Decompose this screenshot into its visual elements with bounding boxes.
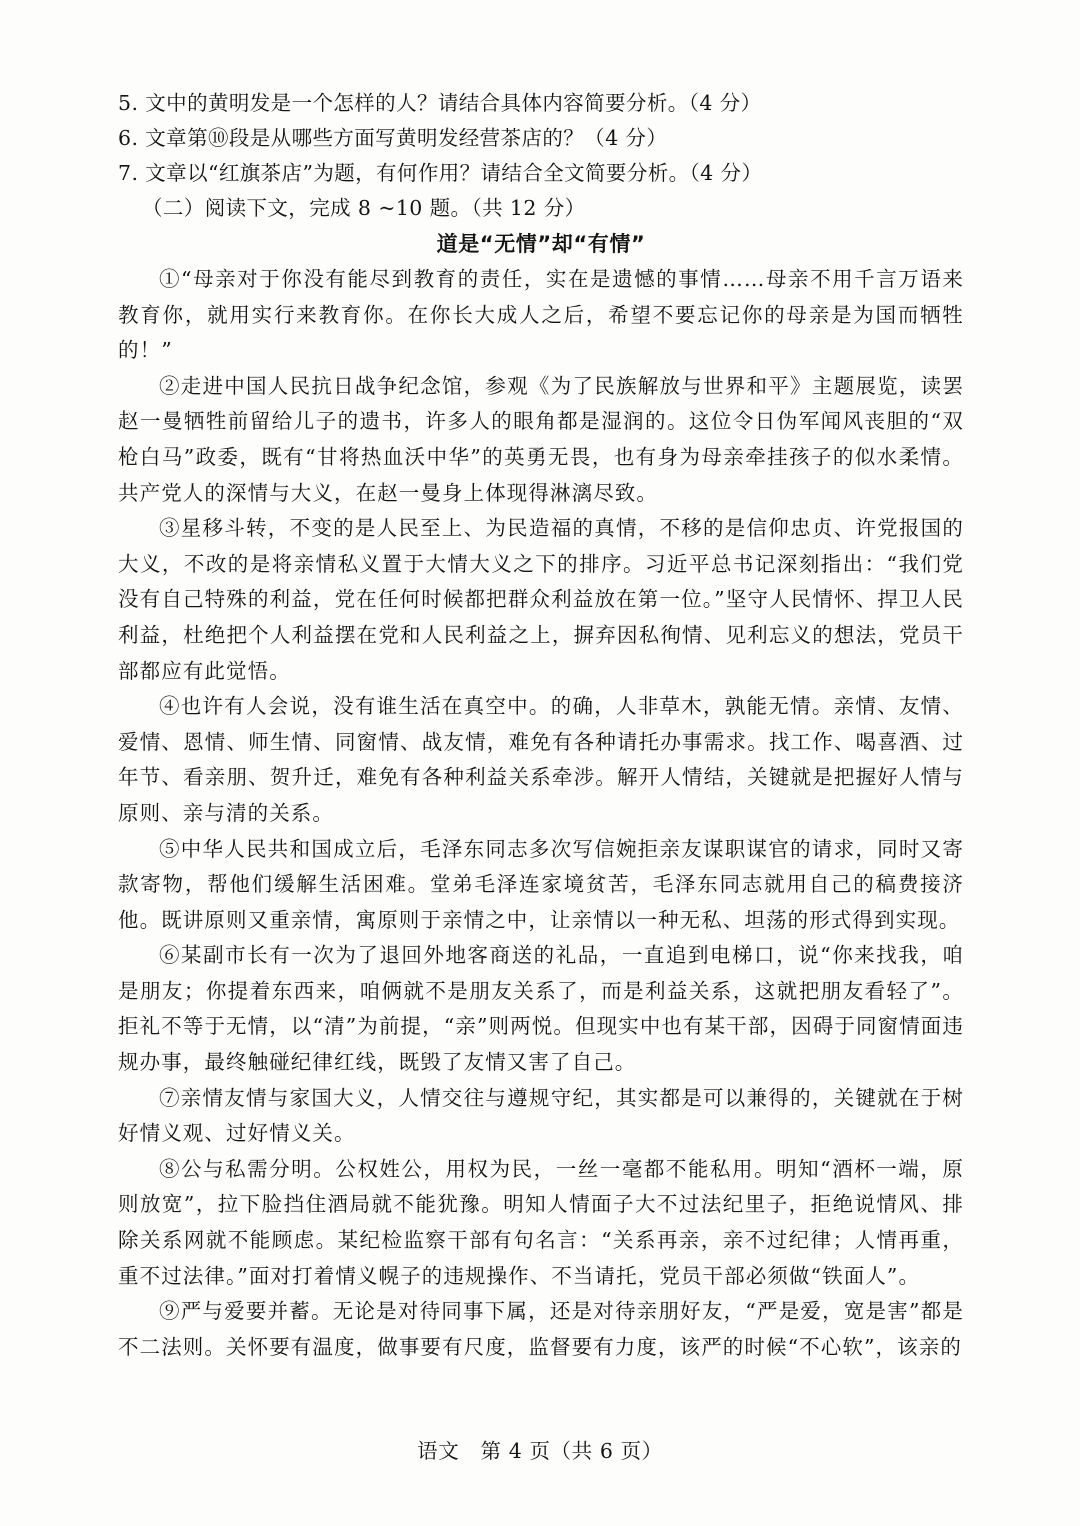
section-intro: （二）阅读下文，完成 8 ~10 题。（共 12 分） [142, 196, 586, 220]
article-paragraph-1: ①“母亲对于你没有能尽到教育的责任，实在是遗憾的事情……母亲不用千言万语来教育你，就用实行来教育你。在你长大成人之后，希望不要忘记你的母亲是为国而牺牲的！” [118, 267, 964, 363]
article-paragraph-9: ⑨严与爱要并蓄。无论是对待同事下属，还是对待亲朋好友，“严是爱，宽是害”都是不二法则。关怀要有温度，做事要有尺度，监督要有力度，该严的时候“不心软”，该亲的 [118, 1299, 964, 1359]
article-paragraph-3: ③星移斗转，不变的是人民至上、为民造福的真情，不移的是信仰忠贞、许党报国的大义，不改的是将亲情私义置于大情大义之下的排序。习近平总书记深刻指出：“我们党没有自己特殊的利益，党在任何时候都把群众利益放在第一位。”坚守人民情怀、捍卫人民利益，杜绝把个人利益摆在党和人民利益之上，摒弃因私徇情、见利忘义的想法，党员干部都应有此觉悟。 [118, 516, 964, 683]
article-paragraph-4: ④也许有人会说，没有谁生活在真空中。的确，人非草木，孰能无情。亲情、友情、爱情、恩情、师生情、同窗情、战友情，难免有各种请托办事需求。找工作、喝喜酒、过年节、看亲朋、贺升迁，难免有各种利益关系牵涉。解开人情结，关键就是把握好人情与原则、亲与清的关系。 [118, 694, 964, 825]
article-paragraph-6: ⑥某副市长有一次为了退回外地客商送的礼品，一直追到电梯口，说“你来找我，咱是朋友；你提着东西来，咱俩就不是朋友关系了，而是利益关系，这就把朋友看轻了”。拒礼不等于无情，以“清”为前提，“亲”则两悦。但现实中也有某干部，因碍于同窗情面违规办事，最终触碰纪律红线，既毁了友情又害了自己。 [118, 943, 964, 1075]
question-6: 6. 文章第⑩段是从哪些方面写黄明发经营茶店的？（4 分） [118, 126, 668, 150]
question-5: 5. 文中的黄明发是一个怎样的人？请结合具体内容简要分析。（4 分） [118, 91, 762, 115]
article-paragraph-8: ⑧公与私需分明。公权姓公，用权为民，一丝一毫都不能私用。明知“酒杯一端，原则放宽”，拉下脸挡住酒局就不能犹豫。明知人情面子大不过法纪里子，拒绝说情风、排除关系网就不能顾虑。某纪检监察干部有句名言：“关系再亲，亲不过纪律；人情再重，重不过法律。”面对打着情义幌子的违规操作、不当请托，党员干部必须做“铁面人”。 [118, 1156, 964, 1288]
article-paragraph-2: ②走进中国人民抗日战争纪念馆，参观《为了民族解放与世界和平》主题展览，读罢赵一曼牺牲前留给儿子的遗书，许多人的眼角都是湿润的。这位令日伪军闻风丧胆的“双枪白马”政委，既有“甘将热血沃中华”的英勇无畏，也有身为母亲牵挂孩子的似水柔情。共产党人的深情与大义，在赵一曼身上体现得淋漓尽致。 [118, 373, 964, 505]
article-paragraph-7: ⑦亲情友情与家国大义，人情交往与遵规守纪，其实都是可以兼得的，关键就在于树好情义观、过好情义关。 [118, 1085, 964, 1146]
page-content [118, 86, 964, 1365]
page-footer: 语文 第 4 页（共 6 页） [417, 1439, 663, 1463]
question-7: 7. 文章以“红旗茶店”为题，有何作用？请结合全文简要分析。（4 分） [118, 161, 763, 185]
article-title: 道是“无情”却“有情” [436, 232, 646, 256]
article-paragraph-5: ⑤中华人民共和国成立后，毛泽东同志多次写信婉拒亲友谋职谋官的请求，同时又寄款寄物，帮他们缓解生活困难。堂弟毛泽连家境贫苦，毛泽东同志就用自己的稿费接济他。既讲原则又重亲情，寓原则于亲情之中，让亲情以一种无私、坦荡的形式得到实现。 [118, 836, 964, 932]
